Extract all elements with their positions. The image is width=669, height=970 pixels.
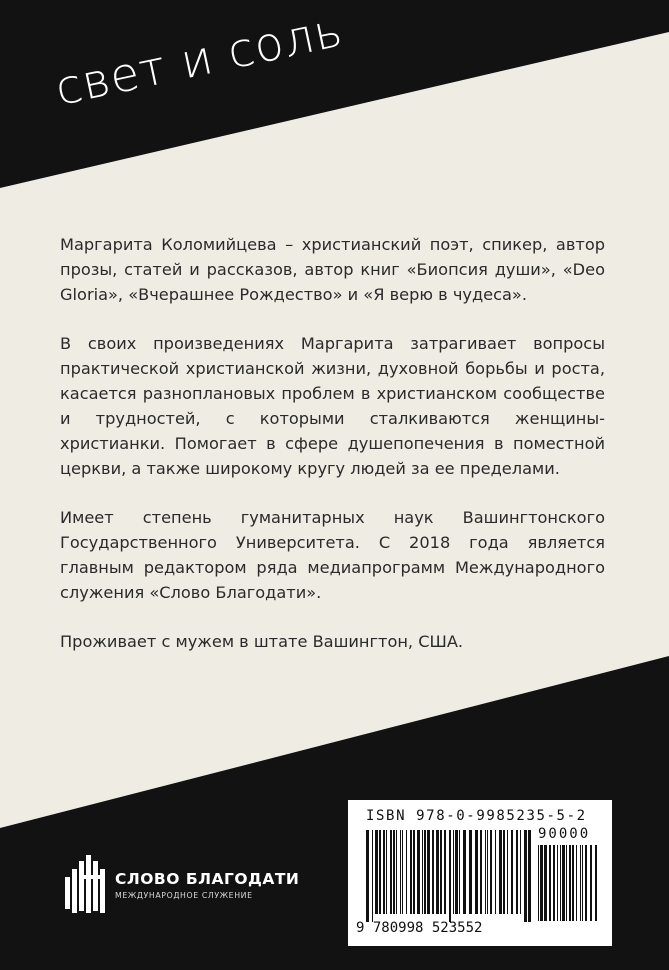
barcode-bar — [572, 845, 574, 921]
barcode-bar — [549, 845, 551, 921]
ean-digits: 9 780998 523552 — [356, 920, 483, 936]
barcode-bar — [396, 830, 397, 914]
barcode-bar — [576, 845, 577, 921]
barcode-bar — [557, 845, 558, 921]
price-code: 90000 — [538, 826, 591, 842]
barcode-bar — [406, 830, 407, 914]
barcode-bar — [402, 830, 403, 914]
barcode-bar — [417, 830, 420, 914]
barcode-bar — [499, 830, 502, 914]
barcode-bar — [453, 830, 454, 914]
bio-paragraph-4: Проживает с мужем в штате Вашингтон, США. — [60, 632, 464, 651]
bio-paragraph-1: Маргарита Коломийцева – христианский поэт, спикер, автор прозы, статей и рассказов, автор книг «Биопсия души», «Deo Gloria», «Вчерашнее Рождество» и «Я верю в чудеса». — [60, 235, 605, 304]
barcode-bar — [490, 830, 492, 914]
barcode-bar — [487, 830, 488, 914]
barcode-bar — [422, 830, 423, 914]
barcode-bar — [507, 830, 508, 914]
barcode-bar — [475, 830, 478, 914]
barcode-bar — [511, 830, 513, 914]
barcode-bar — [503, 830, 505, 914]
barcode-bar — [562, 845, 565, 921]
barcode-bar — [540, 845, 543, 921]
barcode-bar — [569, 845, 571, 921]
publisher-block — [65, 855, 299, 915]
barcode-bar — [383, 830, 385, 914]
barcode-bar — [413, 830, 415, 914]
barcode-bar — [440, 830, 442, 914]
publisher-name: СЛОВО БЛАГОДАТИ — [115, 870, 300, 888]
barcode-bar — [520, 830, 521, 914]
barcode-bar — [436, 830, 439, 914]
author-bio — [60, 232, 605, 654]
barcode-bar — [366, 830, 369, 922]
barcode-bar — [400, 830, 401, 914]
barcode-bar — [485, 830, 486, 914]
barcode-bar — [393, 830, 395, 914]
publisher-logo-icon — [65, 855, 107, 915]
barcode-bar — [469, 830, 472, 914]
barcode-bar — [459, 830, 460, 914]
barcode-bar — [463, 830, 466, 914]
barcode-bar — [432, 830, 434, 914]
barcode-bar — [590, 845, 592, 921]
barcode-bar — [495, 830, 496, 914]
barcode-bar — [375, 830, 378, 914]
isbn-text: ISBN 978-0-9985235-5-2 — [366, 808, 587, 824]
barcode-bar — [480, 830, 482, 914]
bio-paragraph-2: В своих произведениях Маргарита затрагивает вопросы практической христианской жизни, духовной борьбы и роста, касается разноплановых проблем в христианском сообществе и трудностей, с которыми сталкиваются женщины-христианки. Помогает в сфере душепопечения в поместной церкви, а также широкому кругу людей за ее пределами. — [60, 334, 605, 478]
barcode-bar — [528, 830, 531, 922]
barcode-bar — [427, 830, 430, 914]
barcode-bar — [516, 830, 518, 914]
barcode-bar — [410, 830, 412, 914]
publisher-subtitle: МЕЖДУНАРОДНОЕ СЛУЖЕНИЕ — [115, 891, 253, 900]
barcode-bar — [553, 845, 555, 921]
barcode-bar — [544, 845, 547, 921]
series-title: свет и соль — [50, 2, 348, 118]
barcode-bar — [444, 830, 446, 914]
barcode-bar — [449, 830, 451, 922]
barcode-bar — [372, 830, 373, 922]
barcode-bar — [585, 845, 587, 921]
barcode-panel — [348, 800, 612, 946]
barcode-bar — [379, 830, 381, 914]
barcode-bar — [582, 845, 583, 921]
barcode-bar — [538, 845, 539, 921]
ean-barcode — [366, 830, 531, 922]
barcode-bar — [560, 845, 561, 921]
barcode-bar — [524, 830, 527, 922]
bio-paragraph-3: Имеет степень гуманитарных наук Вашингтонского Государственного Университета. С 2018 года является главным редактором ряда медиапрограмм Международного служения «Слово Благодати». — [60, 508, 605, 602]
barcode-bar — [595, 845, 597, 921]
barcode-bar — [580, 845, 581, 921]
barcode-bar — [386, 830, 387, 914]
barcode-bar — [424, 830, 426, 914]
barcode-bar — [390, 830, 392, 914]
addon-barcode — [538, 845, 600, 921]
barcode-bar — [566, 845, 567, 921]
barcode-bar — [455, 830, 458, 914]
